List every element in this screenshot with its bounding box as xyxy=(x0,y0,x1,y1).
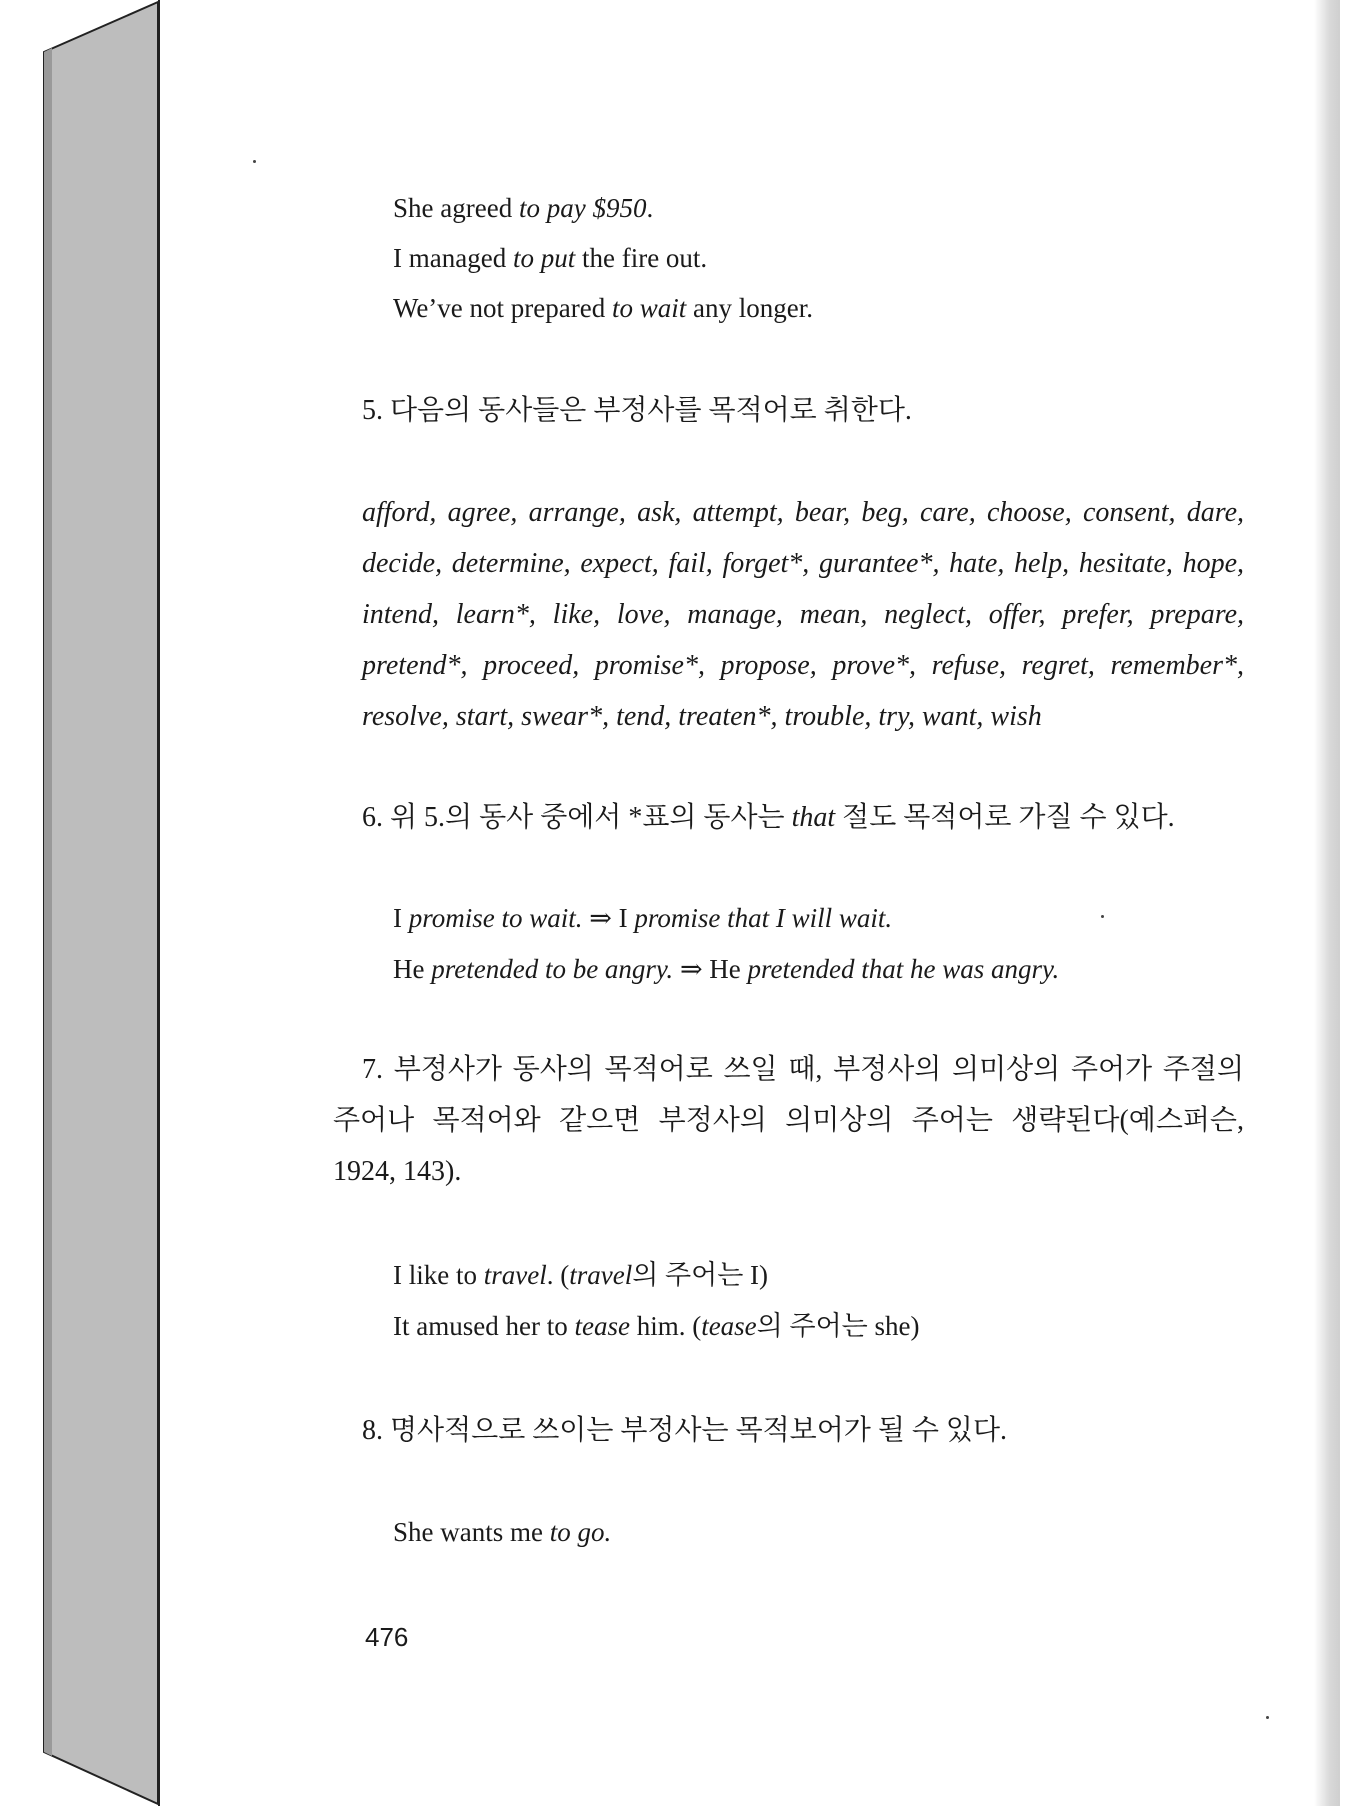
example-line-3: We’ve not prepared to wait any longer. xyxy=(393,293,813,323)
section-8-example-1: She wants me to go. xyxy=(393,1517,612,1547)
example-line-2: I managed to put the fire out. xyxy=(393,243,708,273)
book-side-edge xyxy=(0,0,160,1806)
example-line-1: She agreed to pay $950. xyxy=(393,193,654,223)
section-7-paragraph: 7. 부정사가 동사의 목적어로 쓰일 때, 부정사의 의미상의 주어가 주절의 주어나 목적어와 같으면 부정사의 의미상의 주어는 생략된다(예스퍼슨, 1924, 143). xyxy=(333,1054,1244,1187)
section-7-example-2: It amused her to tease him. (tease의 주어는 she) xyxy=(393,1311,920,1341)
page-edge-shadow xyxy=(1314,0,1340,1806)
speck xyxy=(253,160,256,163)
page-number: 476 xyxy=(365,1622,409,1652)
speck xyxy=(1101,915,1104,918)
section-7-example-1: I like to travel. (travel의 주어는 I) xyxy=(393,1260,769,1290)
speck xyxy=(1266,1716,1269,1719)
section-8-heading: 8. 명사적으로 쓰이는 부정사는 목적보어가 될 수 있다. xyxy=(362,1415,1008,1446)
verb-list: afford, agree, arrange, ask, attempt, bear, beg, care, choose, consent, dare, decide, determine, expect, fail, forget*, gurantee*, hate, help, hesitate, hope, intend, learn*, like, love, manage, mean, neglect, offer, prefer, prepare, pretend*, proceed, promise*, propose, prove*, refuse, regret, remember*, resolve, start, swear*, tend, treaten*, trouble, try, want, wish xyxy=(362,497,1244,732)
section-6-example-2: He pretended to be angry. ⇒ He pretended that he was angry. xyxy=(393,954,1060,984)
section-5-heading: 5. 다음의 동사들은 부정사를 목적어로 취한다. xyxy=(362,395,912,426)
section-6-example-1: I promise to wait. ⇒ I promise that I will wait. xyxy=(393,903,893,933)
section-6-heading: 6. 위 5.의 동사 중에서 *표의 동사는 that 절도 목적어로 가질 수 있다. xyxy=(362,802,1175,833)
